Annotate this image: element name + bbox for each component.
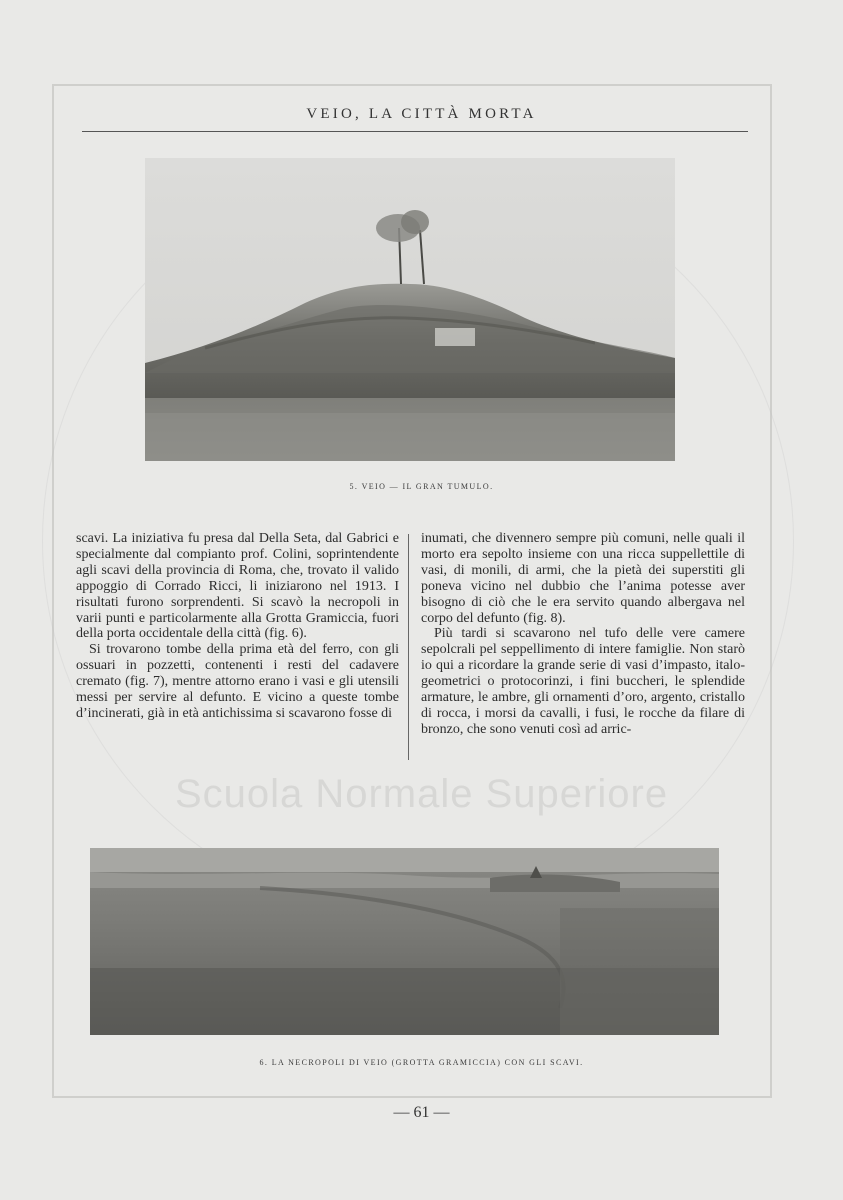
text-column-left	[76, 531, 399, 722]
figure-gran-tumulo	[145, 158, 675, 461]
figure-necropoli	[90, 848, 719, 1035]
column-divider	[408, 534, 409, 760]
paragraph: scavi. La iniziativa fu presa dal Della Seta, dal Gabrici e specialmente dal compianto prof. Colini, soprintendente agli scavi della provincia di Roma, che, trovato il valido appoggio di Corrado Ricci, li iniziarono nel 1913. I risultati furono sorprendenti. Si scavò la necropoli in varii punti e particolarmente alla Grotta Gramiccia, fuori della porta occidentale della città (fig. 6).	[76, 531, 399, 642]
page-number: — 61 —	[393, 1104, 450, 1121]
paragraph: Più tardi si scavarono nel tufo delle vere camere sepolcrali pel seppellimento di intere famiglie. Non starò io qui a ricordare la grande serie di vasi d’impasto, italo-geometrici o protocorinzi, i fini buccheri, le splendide armature, le ambre, gli ornamenti d’oro, argento, cristallo di rocca, i morsi da cavalli, i fusi, le rocche da filare di bronzo, che sono venuti così ad arric-	[421, 626, 745, 737]
figure-caption: 5. VEIO — IL GRAN TUMULO.	[349, 482, 494, 491]
necropolis-photo	[90, 848, 719, 1035]
figure-caption: 6. LA NECROPOLI DI VEIO (GROTTA GRAMICCIA) CON GLI SCAVI.	[259, 1058, 584, 1067]
header-rule	[82, 131, 748, 132]
watermark-text: Scuola Normale Superiore	[174, 772, 669, 816]
paragraph: inumati, che divennero sempre più comuni, nelle quali il morto era sepolto insieme con una ricca suppellettile di vasi, di monili, di armi, che la pietà dei superstiti gli poneva vicino nel dubbio che l’anima potesse aver bisogno di ciò che le era servito quando albergava nel corpo del defunto (fig. 8).	[421, 531, 745, 626]
text-column-right	[421, 531, 745, 738]
paragraph: Si trovarono tombe della prima età del ferro, con gli ossuari in pozzetti, contenenti i resti del cadavere cremato (fig. 7), mentre attorno erano i vasi e gli utensili messi per servire al defunto. E vicino a queste tombe d’incinerati, già in età antichissima si scavarono fosse di	[76, 642, 399, 721]
running-head: VEIO, LA CITTÀ MORTA	[306, 106, 537, 122]
tumulus-photo	[145, 158, 675, 461]
